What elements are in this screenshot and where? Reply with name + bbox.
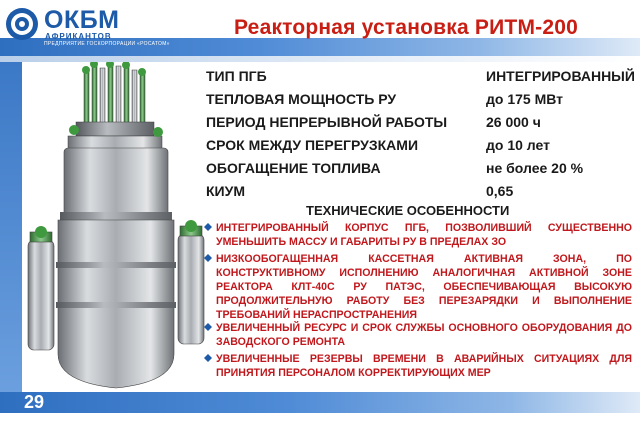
feature-item: [204, 252, 632, 322]
features-heading: ТЕХНИЧЕСКИЕ ОСОБЕННОСТИ: [306, 203, 510, 218]
enterprise-caption: ПРЕДПРИЯТИЕ ГОСКОРПОРАЦИИ «РОСАТОМ»: [44, 41, 170, 47]
spec-row-fuel-enrichment: [206, 160, 626, 180]
spec-value: ИНТЕГРИРОВАННЫЙ: [486, 68, 635, 84]
logo-main-text: ОКБМ: [44, 6, 120, 34]
spec-label: ТЕПЛОВАЯ МОЩНОСТЬ РУ: [206, 91, 397, 107]
spec-row-thermal-power: [206, 91, 626, 111]
spec-value: 0,65: [486, 183, 514, 199]
feature-text: УВЕЛИЧЕННЫЕ РЕЗЕРВЫ ВРЕМЕНИ В АВАРИЙНЫХ СИТУАЦИЯХ ДЛЯ ПРИНЯТИЯ ПЕРСОНАЛОМ КОРРЕКТИРУЮЩИХ МЕР: [216, 353, 632, 379]
reactor-vessel-icon: [22, 62, 212, 392]
spec-label: ОБОГАЩЕНИЕ ТОПЛИВА: [206, 160, 381, 176]
spec-label: ТИП ПГБ: [206, 68, 267, 84]
left-band: [0, 62, 22, 392]
logo-sub-text: АФРИКАНТОВ: [45, 32, 112, 41]
spec-value: 26 000 ч: [486, 114, 541, 130]
spec-row-refueling-interval: [206, 137, 626, 157]
slide-title: Реакторная установка РИТМ-200: [234, 16, 578, 39]
spec-value: не более 20 %: [486, 160, 584, 176]
feature-text: НИЗКООБОГАЩЕННАЯ КАССЕТНАЯ АКТИВНАЯ ЗОНА, ПО КОНСТРУКТИВНОМУ ИСПОЛНЕНИЮ АНАЛОГИЧНАЯ АКТИВНОЙ ЗОНЕ РЕАКТОРА КЛТ-40С РУ ПАТЭС, ОБЕСПЕЧИВАЮЩАЯ ВЫСОКУЮ ПРОДОЛЖИТЕЛЬНУЮ РАБОТУ БЕЗ ПЕРЕЗАРЯДКИ И ВЫПОЛНЕНИЕ ТРЕБОВАНИЙ НЕРАСПРОСТРАНЕНИЯ: [216, 253, 632, 321]
spec-value: до 175 МВт: [486, 91, 564, 107]
feature-item: [204, 352, 632, 380]
spec-label: СРОК МЕЖДУ ПЕРЕГРУЗКАМИ: [206, 137, 419, 153]
spec-label: ПЕРИОД НЕПРЕРЫВНОЙ РАБОТЫ: [206, 114, 448, 130]
feature-text: УВЕЛИЧЕННЫЙ РЕСУРС И СРОК СЛУЖБЫ ОСНОВНОГО ОБОРУДОВАНИЯ ДО ЗАВОДСКОГО РЕМОНТА: [216, 322, 632, 348]
spec-row-pgb-type: [206, 68, 635, 88]
spec-row-continuous-operation: [206, 114, 626, 134]
diamond-bullet-icon: [204, 223, 212, 231]
okbm-logo-icon: [4, 6, 40, 42]
spec-value: до 10 лет: [486, 137, 550, 153]
diamond-bullet-icon: [204, 323, 212, 331]
feature-item: [204, 221, 632, 249]
spec-label: КИУМ: [206, 183, 245, 199]
diamond-bullet-icon: [204, 354, 212, 362]
feature-text: ИНТЕГРИРОВАННЫЙ КОРПУС ПГБ, ПОЗВОЛИВШИЙ СУЩЕСТВЕННО УМЕНЬШИТЬ МАССУ И ГАБАРИТЫ РУ В ПРЕДЕЛАХ ЗО: [216, 222, 632, 248]
footer-band: [0, 392, 640, 413]
page-number: 29: [24, 392, 45, 412]
diamond-bullet-icon: [204, 254, 212, 262]
spec-row-capacity-factor: [206, 183, 626, 203]
feature-item: [204, 321, 632, 349]
